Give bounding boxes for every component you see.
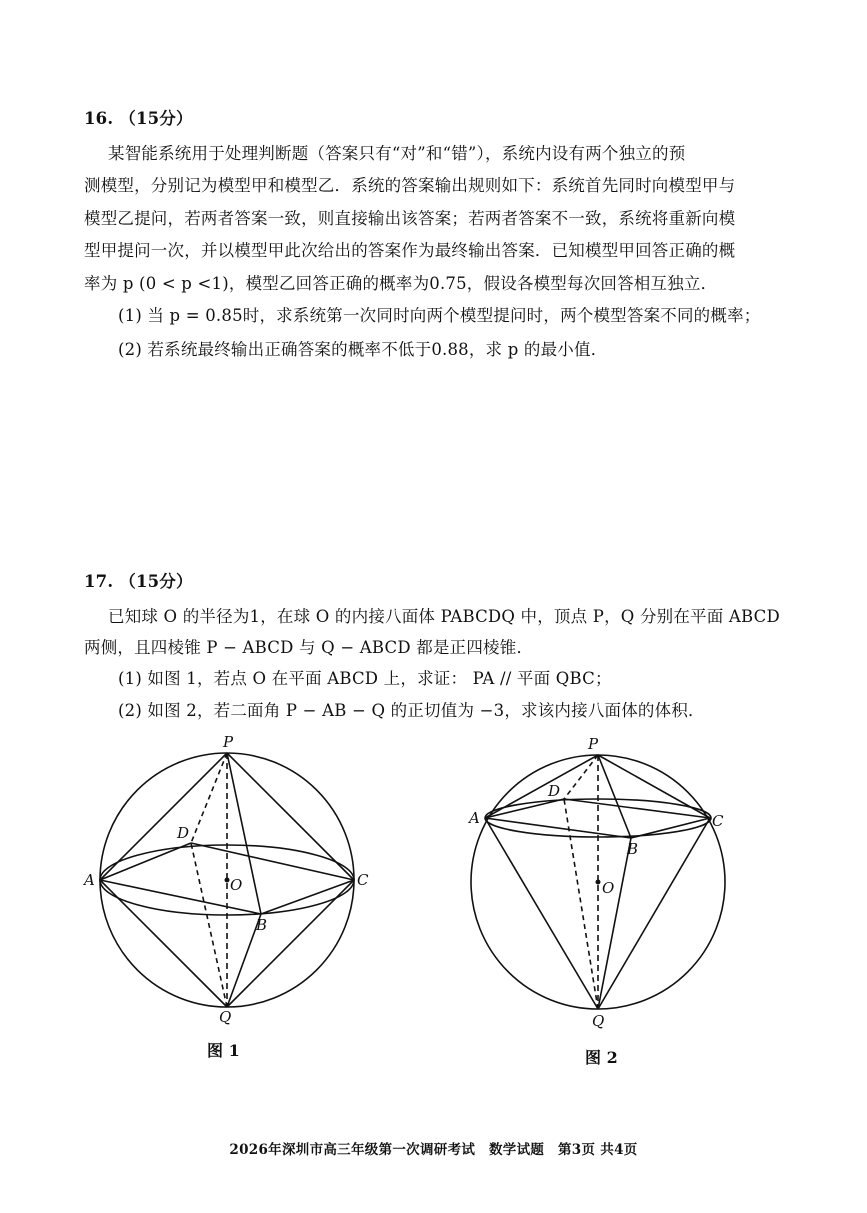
q17-line-1: 已知球 O 的半径为1，在球 O 的内接八面体 PABCDQ 中，顶点 P，Q 分别在平面 ABCD	[108, 607, 780, 626]
fig1-label-D: D	[177, 824, 190, 842]
fig1-caption: 图 1	[207, 1041, 240, 1060]
fig1-label-Q: Q	[219, 1008, 232, 1025]
fig2-edge-BA	[485, 818, 631, 838]
fig2-edge-QA	[485, 818, 598, 1009]
q17-heading: 17. （15分）	[84, 572, 193, 591]
page-footer: 2026年深圳市高三年级第一次调研考试 数学试题 第3页 共4页	[229, 1142, 638, 1158]
fig1-label-A: A	[84, 871, 95, 889]
fig2-label-C: C	[712, 812, 724, 830]
fig2-caption: 图 2	[585, 1048, 618, 1067]
fig2-label-Q: Q	[592, 1012, 605, 1030]
fig1-edge-PD	[191, 753, 227, 843]
q16-heading: 16. （15分）	[84, 109, 193, 128]
fig1-edge-DC	[191, 843, 354, 880]
q17-line-2: 两侧，且四棱锥 P − ABCD 与 Q − ABCD 都是正四棱锥．	[84, 638, 534, 657]
fig2-label-B: B	[627, 840, 639, 858]
fig2-label-D: D	[548, 782, 561, 800]
fig2-label-O: O	[602, 879, 615, 897]
fig2-edge-AD	[485, 799, 564, 818]
fig2-edge-CB	[631, 818, 710, 838]
fig1-edge-QD	[191, 843, 227, 1007]
q16-line-5: 率为 p (0 < p <1)，模型乙回答正确的概率为0.75，假设各模型每次回答相互独立．	[84, 274, 718, 293]
fig2-label-A: A	[469, 809, 480, 827]
q16-line-3: 模型乙提问，若两者答案一致，则直接输出该答案；若两者答案不一致，系统将重新向模	[84, 209, 736, 228]
fig1-label-O: O	[230, 876, 243, 894]
q16-line-2: 测模型，分别记为模型甲和模型乙．系统的答案输出规则如下：系统首先同时向模型甲与	[84, 176, 736, 195]
fig1-edge-QC	[227, 880, 354, 1007]
fig2-center-point	[596, 880, 601, 885]
fig1-edge-PC	[227, 753, 354, 880]
q17-part-2: (2) 如图 2，若二面角 P − AB − Q 的正切值为 −3，求该内接八面体的体积．	[118, 701, 705, 720]
fig2-edge-QC	[598, 818, 710, 1009]
figure-1	[75, 730, 385, 1025]
fig2-edge-PC	[598, 755, 710, 818]
fig1-label-P: P	[223, 733, 234, 751]
fig2-label-P: P	[588, 735, 599, 753]
q17-part-1: (1) 如图 1，若点 O 在平面 ABCD 上，求证： PA // 平面 QBC；	[118, 669, 612, 688]
fig2-edge-PB	[598, 755, 631, 838]
q16-line-1: 某智能系统用于处理判断题（答案只有“对”和“错”），系统内设有两个独立的预	[108, 144, 686, 163]
q16-line-4: 型甲提问一次，并以模型甲此次给出的答案作为最终输出答案．已知模型甲回答正确的概	[84, 241, 736, 260]
fig2-edge-QB	[598, 838, 631, 1009]
fig2-edge-PA	[485, 755, 598, 818]
fig1-label-B: B	[256, 916, 268, 934]
fig1-edge-AD	[100, 843, 191, 880]
fig1-label-C: C	[357, 871, 369, 889]
q16-part-1: (1) 当 p = 0.85时，求系统第一次同时向两个模型提问时，两个模型答案不同的概率；	[118, 306, 761, 325]
figure-2	[460, 732, 760, 1032]
fig2-edge-PD	[564, 755, 598, 799]
q16-part-2: (2) 若系统最终输出正确答案的概率不低于0.88，求 p 的最小值．	[118, 340, 608, 359]
fig1-center-point	[225, 878, 230, 883]
fig1-edge-PA	[100, 753, 227, 880]
fig1-edge-QA	[100, 880, 227, 1007]
fig2-edge-DC	[564, 799, 710, 818]
